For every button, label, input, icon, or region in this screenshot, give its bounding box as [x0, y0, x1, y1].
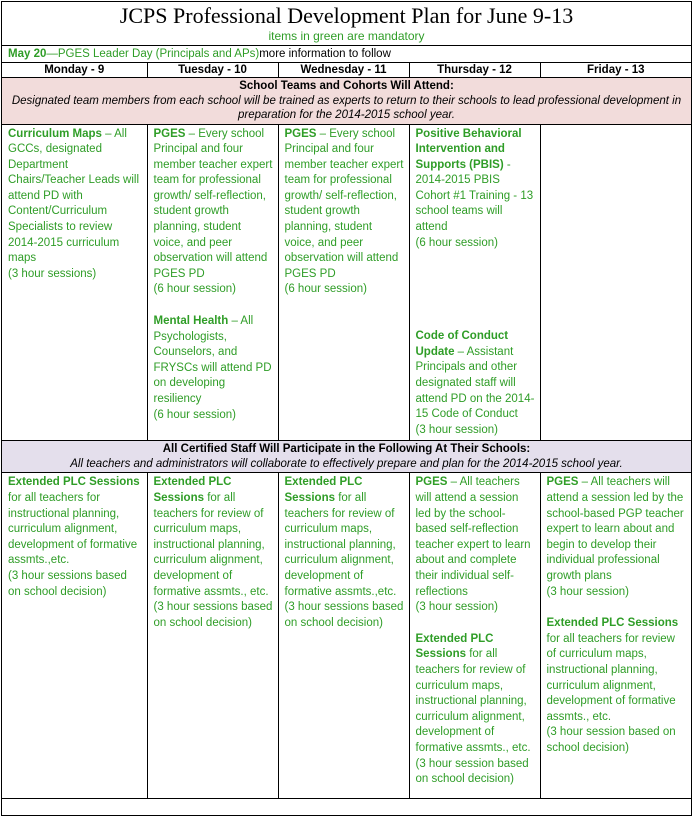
s2-fri-pges-title: PGES — [546, 476, 579, 489]
s2-thu-pges-duration: (3 hour session) — [415, 601, 498, 614]
day-header-wednesday: Wednesday - 11 — [278, 63, 409, 78]
s2-wed-title: Extended PLC Sessions — [284, 476, 363, 504]
s2-fri-plc-title: Extended PLC Sessions — [546, 617, 679, 630]
may20-text: PGES Leader Day (Principals and APs) — [57, 48, 260, 60]
s2-tue-body: for all teachers for review of curriculum maps, instructional planning, curriculum alignment, development of formative assmts., etc. — [153, 492, 269, 598]
s2-tuesday-cell — [147, 473, 278, 799]
s2-fri-plc-body: for all teachers for review of curriculum maps, instructional planning, curriculum alignment, development of formative assmts., etc. — [546, 632, 676, 723]
s1-mon-title: Curriculum Maps — [8, 127, 102, 140]
s2-friday-cell — [540, 473, 691, 799]
section2-band-row — [2, 441, 691, 473]
s2-thu-pges-title: PGES — [415, 476, 448, 489]
section1-band-row — [2, 78, 691, 125]
s2-mon-title: Extended PLC Sessions — [8, 476, 140, 489]
s1-mon-body: – All GCCs, designated Department Chairs/Teacher Leads will attend PD with Content/Curriculum Specialists to review 2014-2015 curriculum maps — [8, 127, 140, 265]
s2-fri-pges-duration: (3 hour session) — [546, 585, 629, 598]
s1-tue-pges-duration: (6 hour session) — [153, 283, 236, 296]
s1-tue-mental-body: – All Psychologists, Counselors, and FRYSCs will attend PD on developing resiliency — [153, 315, 272, 405]
section1-heading: School Teams and Cohorts Will Attend: — [239, 80, 454, 92]
section2-heading: All Certified Staff Will Participate in the Following At Their Schools: — [162, 443, 531, 456]
schedule-table — [2, 63, 691, 799]
s1-wed-title: PGES — [284, 127, 317, 140]
section1-row — [2, 124, 691, 441]
day-header-tuesday: Tuesday - 10 — [147, 63, 278, 78]
s1-thu-pbis-duration: (6 hour session) — [415, 236, 498, 249]
s1-wednesday-cell — [278, 124, 409, 441]
s2-wed-duration: (3 hour sessions based on school decision) — [284, 601, 404, 629]
s1-wed-body: – Every school Principal and four member teacher expert team for professional growth/ self-reflection, student growth planning, student voice, and peer observation will attend PGES PD — [284, 127, 404, 280]
s1-tue-pges-title: PGES — [153, 127, 186, 140]
may20-note — [2, 46, 691, 63]
section1-band — [2, 78, 691, 125]
s1-thu-conduct-title: Code of Conduct Update — [415, 330, 509, 358]
s2-monday-cell — [2, 473, 147, 799]
s2-wednesday-cell — [278, 473, 409, 799]
s1-wed-duration: (6 hour session) — [284, 283, 367, 296]
s2-thu-plc-title: Extended PLC Sessions — [415, 632, 494, 661]
s2-tue-title: Extended PLC Sessions — [153, 476, 232, 504]
s2-thu-plc-body: for all teachers for review of curriculum maps, instructional planning, curriculum alignment, development of formative assmts., etc. — [415, 648, 531, 754]
s2-thu-pges-body: – All teachers will attend a session led by the school-based self-reflection teacher expert to learn about and complete their individual self-reflections — [415, 476, 531, 598]
page-title: JCPS Professional Development Plan for June 9-13 — [119, 3, 574, 28]
s2-mon-body: for all teachers for instructional planning, curriculum alignment, development of formative assmts.,etc. — [8, 492, 138, 567]
section2-band — [2, 441, 691, 473]
s2-mon-duration: (3 hour sessions based on school decision) — [8, 569, 127, 598]
s1-mon-duration: (3 hour sessions) — [8, 267, 97, 280]
s1-tuesday-cell — [147, 124, 278, 441]
s1-friday-cell — [540, 124, 691, 441]
s1-thu-pbis-title: Positive Behavioral Intervention and Supports (PBIS) — [415, 127, 522, 171]
s2-fri-pges-body: – All teachers will attend a session led by the school-based PGP teacher expert to learn about and begin to develop their individual professional growth plans — [546, 476, 684, 582]
may20-date: May 20 — [8, 48, 47, 60]
s2-wed-body: for all teachers for review of curriculum maps, instructional planning, curriculum alignment, development of formative assmts.,etc. — [284, 492, 397, 598]
s1-thu-pbis-body: - 2014-2015 PBIS Cohort #1 Training - 13 school teams will attend — [415, 158, 534, 234]
s2-thu-plc-duration: (3 hour session based on school decision) — [415, 757, 529, 786]
document-page — [1, 1, 692, 816]
s1-monday-cell — [2, 124, 147, 441]
day-header-friday: Friday - 13 — [540, 63, 691, 78]
section1-description: Designated team members from each school will be trained as experts to return to their schools to lead professional development in preparation for the 2014-2015 school year. — [11, 94, 682, 121]
day-header-thursday: Thursday - 12 — [409, 63, 540, 78]
may20-separator: — — [46, 48, 58, 60]
s2-thursday-cell — [409, 473, 540, 799]
s2-tue-duration: (3 hour sessions based on school decision) — [153, 601, 273, 629]
day-header-row — [2, 63, 691, 78]
s1-tue-mental-duration: (6 hour session) — [153, 408, 236, 421]
may20-rest: more information to follow — [259, 48, 391, 60]
s1-tue-pges-body: – Every school Principal and four member teacher expert team for professional growth/ self-reflection, student growth planning, student voice, and peer observation will attend PGES PD — [153, 127, 273, 280]
section2-row — [2, 473, 691, 799]
s1-tue-mental-title: Mental Health — [153, 315, 229, 328]
s1-thursday-cell — [409, 124, 540, 441]
s1-thu-conduct-body: – Assistant Principals and other designated staff will attend PD on the 2014-15 Code of Conduct — [415, 345, 535, 421]
s2-fri-plc-duration: (3 hour session based on school decision) — [546, 726, 676, 754]
section2-description: All teachers and administrators will collaborate to effectively prepare and plan for the 2014-2015 school year. — [70, 457, 623, 470]
day-header-monday: Monday - 9 — [2, 63, 147, 78]
subtitle: items in green are mandatory — [2, 29, 691, 46]
s1-thu-conduct-duration: (3 hour session) — [415, 423, 498, 436]
